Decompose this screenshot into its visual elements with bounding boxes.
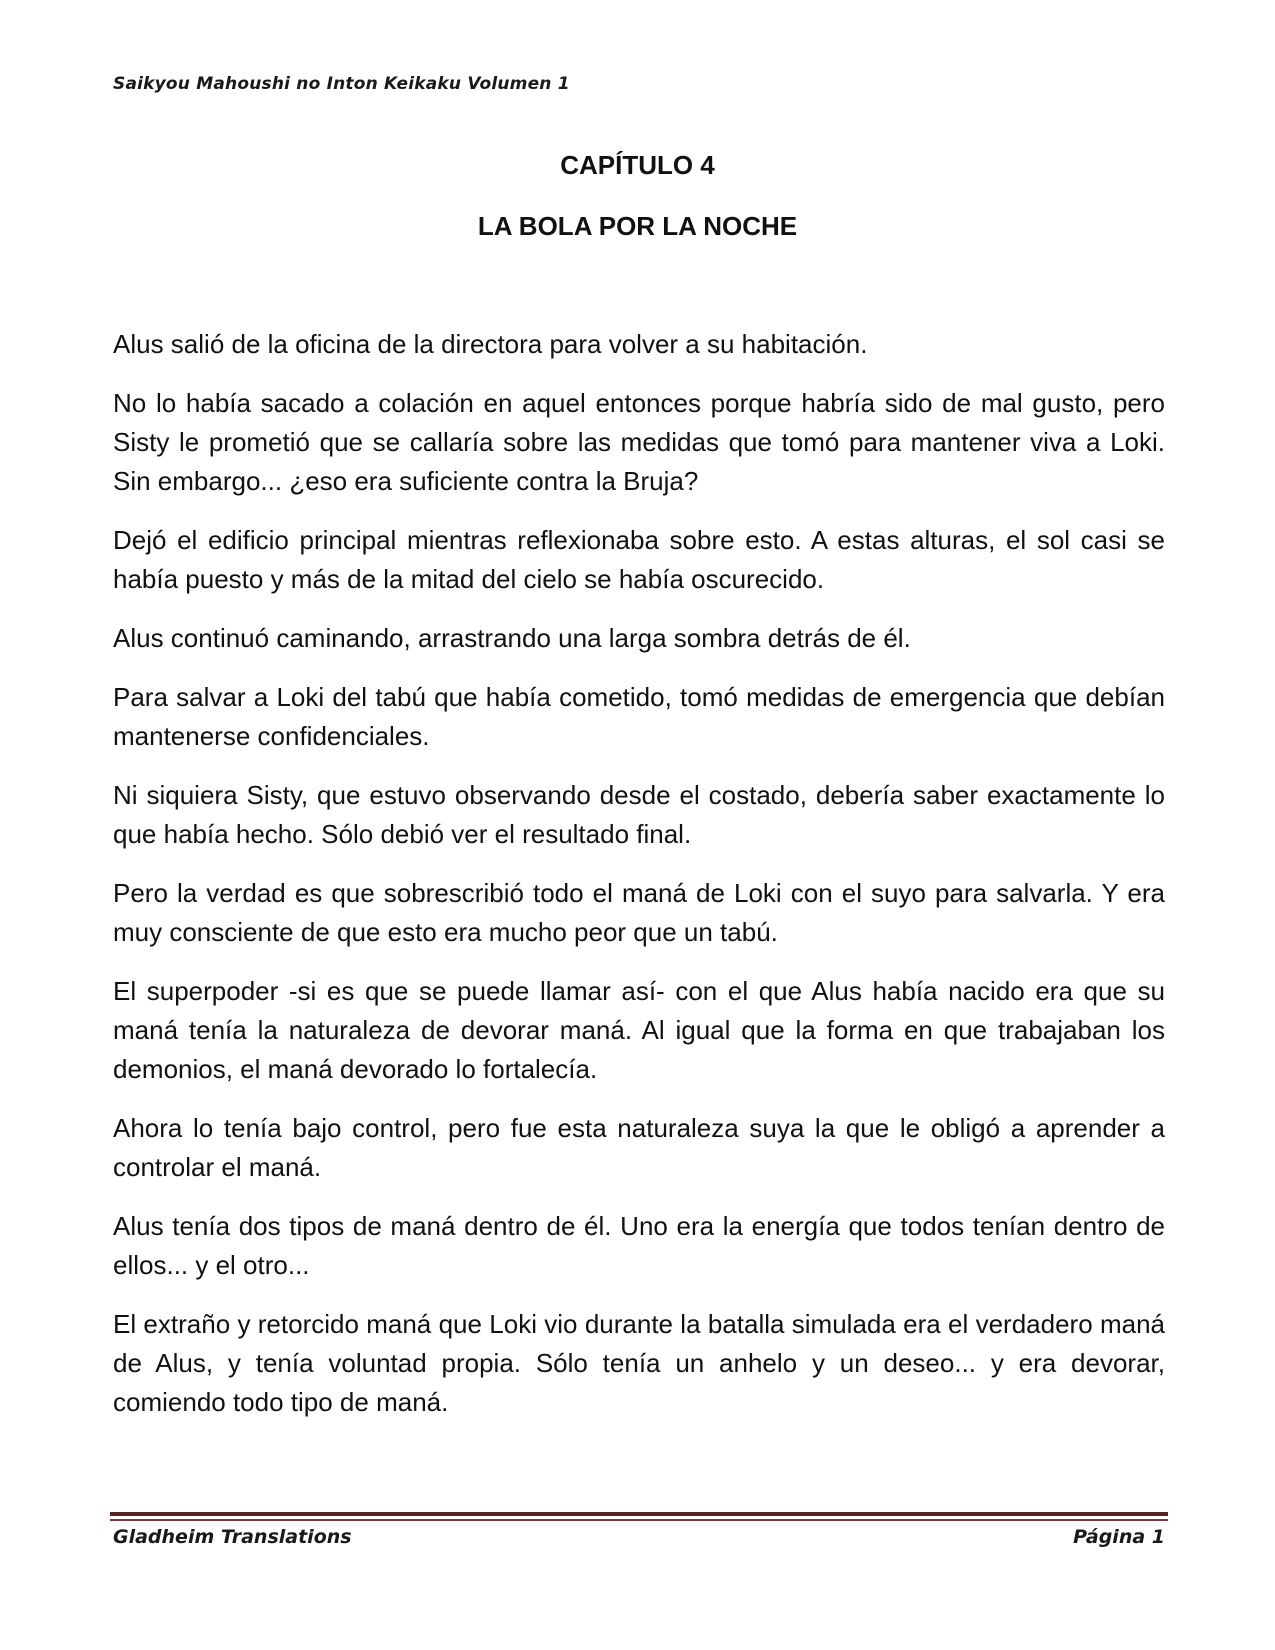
paragraph: Pero la verdad es que sobrescribió todo el maná de Loki con el suyo para salvarla. Y era muy consciente de que esto era mucho peor que un tabú. xyxy=(113,878,1165,947)
paragraph: Para salvar a Loki del tabú que había cometido, tomó medidas de emergencia que debían mantenerse confidenciales. xyxy=(113,682,1165,751)
chapter-title: LA BOLA POR LA NOCHE xyxy=(477,211,798,241)
paragraph: Ni siquiera Sisty, que estuvo observando desde el costado, debería saber exactamente lo que había hecho. Sólo debió ver el resultado final. xyxy=(113,780,1165,849)
paragraph: El extraño y retorcido maná que Loki vio durante la batalla simulada era el verdadero maná de Alus, y tenía voluntad propia. Sólo tenía un anhelo y un deseo... y era devorar, comiendo todo tipo de maná. xyxy=(113,1309,1165,1417)
footer-translator-credit: Gladheim Translations xyxy=(113,1526,352,1548)
paragraph: Alus tenía dos tipos de maná dentro de él. Uno era la energía que todos tenían dentro de ellos... y el otro... xyxy=(113,1211,1165,1280)
running-header-title: Saikyou Mahoushi no Inton Keikaku Volumen 1 xyxy=(113,74,570,94)
paragraph: No lo había sacado a colación en aquel entonces porque habría sido de mal gusto, pero Sisty le prometió que se callaría sobre las medidas que tomó para mantener viva a Loki. Sin embargo... ¿eso era suficiente contra la Bruja? xyxy=(113,388,1165,496)
paragraph: El superpoder -si es que se puede llamar así- con el que Alus había nacido era que su maná tenía la naturaleza de devorar maná. Al igual que la forma en que trabajaban los demonios, el maná devorado lo fortalecía. xyxy=(113,976,1165,1084)
chapter-body xyxy=(113,325,1165,1442)
footer-divider-thin xyxy=(110,1519,1168,1521)
chapter-number: CAPÍTULO 4 xyxy=(560,150,715,180)
paragraph: Alus salió de la oficina de la directora para volver a su habitación. xyxy=(113,329,868,359)
footer-divider-thick xyxy=(110,1512,1168,1516)
paragraph: Alus continuó caminando, arrastrando una larga sombra detrás de él. xyxy=(113,623,911,653)
footer-page-number: Página 1 xyxy=(1073,1526,1165,1548)
paragraph: Dejó el edificio principal mientras reflexionaba sobre esto. A estas alturas, el sol casi se había puesto y más de la mitad del cielo se había oscurecido. xyxy=(113,525,1165,594)
paragraph: Ahora lo tenía bajo control, pero fue esta naturaleza suya la que le obligó a aprender a controlar el maná. xyxy=(113,1113,1165,1182)
